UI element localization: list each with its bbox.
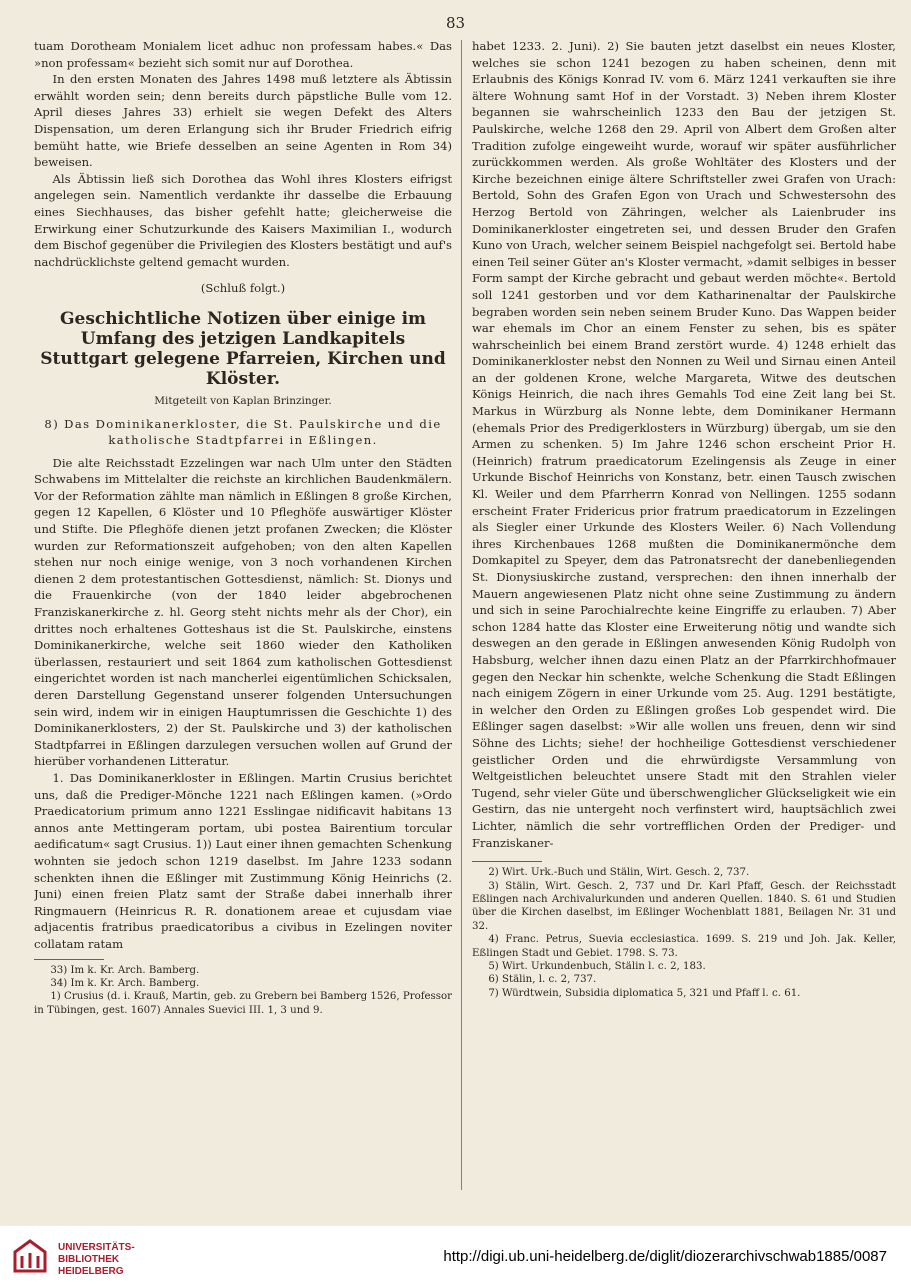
page-number: 83 [445,14,466,32]
footnote: 5) Wirt. Urkundenbuch, Stälin l. c. 2, 183. [488,960,706,972]
footnote-divider [34,959,104,960]
paragraph: Als Äbtissin ließ sich Dorothea das Wohl ihres Klosters eifrigst angelegen sein. Namentlich verdankte ihr dasselbe die Erbauung eines Siechhauses, das bisher gefehlt hatte; gleicherweise die Erwirkung einer Schutzurkunde des Kaisers Maximilian I., wodurch dem Bischof gegenüber die Privilegien des Klosters bestätigt und auf's nachdrücklichste geltend gemacht wurden. [34,171,452,269]
section-title: 8) Das Dominikanerkloster, die St. Paulskirche und die katholische Stadtpfarrei in Eßlingen. [44,416,442,448]
footnotes [34,964,452,1018]
footer-bar [0,1226,911,1286]
footnote: 3) Stälin, Wirt. Gesch. 2, 737 und Dr. Karl Pfaff, Gesch. der Reichsstadt Eßlingen nach Archivalurkunden und anderen Quellen. 1840. S. 61 und Studien über die Kirchen daselbst, im Eßlinger Wochenblatt 1881, Beilagen Nr. 31 und 32. [472,880,896,932]
footnote: 2) Wirt. Urk.-Buch und Stälin, Wirt. Gesch. 2, 737. [488,867,750,879]
author-credit: Mitgeteilt von Kaplan Brinzinger. [154,394,332,407]
footnote: 6) Stälin, l. c. 2, 737. [488,974,597,986]
right-column [472,38,896,1198]
to-be-continued: (Schluß folgt.) [200,281,286,296]
footnote: 4) Franc. Petrus, Suevia ecclesiastica. 1699. S. 219 und Joh. Jak. Keller, Eßlingen Stadt und Gebiet. 1798. S. 73. [472,934,896,959]
footnote-divider [472,861,542,862]
footnote: 7) Würdtwein, Subsidia diplomatica 5, 321 und Pfaff l. c. 61. [488,987,801,999]
footnotes [472,866,896,1000]
library-name-line: BIBLIOTHEK [58,1254,120,1265]
library-name-line: HEIDELBERG [58,1266,124,1277]
left-column [34,38,452,1198]
library-name [58,1242,178,1278]
library-logo-icon [12,1238,48,1274]
library-name-line: UNIVERSITÄTS- [58,1242,135,1253]
paragraph: Die alte Reichsstadt Ezzelingen war nach Ulm unter den Städten Schwabens im Mittelalter die reichste an kirchlichen Baudenkmälern. Vor der Reformation zählte man nämlich in Eßlingen 8 große Kirchen, gegen 12 Kapellen, 6 Klöster und 10 Pfleghöfe auswärtiger Klöster und Stifte. Die Pfleghöfe dienen jetzt profanen Zwecken; die Klöster wurden zur Reformationszeit aufgehoben; von den alten Kapellen stehen nur noch einige wenige, von 3 noch vorhandenen Kirchen dienen 2 dem protestantischen Gottesdienst, nämlich: St. Dionys und die Frauenkirche (von der 1840 leider abgebrochenen Franziskanerkirche z. hl. Georg steht nichts mehr als der Chor), ein drittes noch erhaltenes Gotteshaus ist die St. Paulskirche, einstens Dominikanerkirche, welche seit 1860 wieder den Katholiken überlassen, restauriert und seit 1864 zum katholischen Gottesdienst eingerichtet worden ist nach mancherlei eigentümlichen Schicksalen, deren Darstellung Gegenstand unserer folgenden Untersuchungen sein wird, indem wir in einigen Hauptumrissen die Geschichte 1) des Dominikanerklosters, 2) der St. Paulskirche und 3) der katholischen Stadtpfarrei in Eßlingen darzulegen versuchen wollen auf Grund der hierüber vorhandenen Litteratur. [34,455,452,769]
footnote: 1) Crusius (d. i. Krauß, Martin, geb. zu Grebern bei Bamberg 1526, Professor in Tübingen, gest. 1607) Annales Suevici III. 1, 3 und 9. [34,991,452,1016]
paragraph: In den ersten Monaten des Jahres 1498 muß letztere als Äbtissin erwählt worden sein; denn bereits durch päpstliche Bulle vom 12. April dieses Jahres 33) erhielt sie wegen Defekt des Alters Dispensation, um deren Erlangung sich ihr Bruder Friedrich eifrig bemüht hatte, wie Briefe desselben an seine Agenten in Rom 34) beweisen. [34,72,452,170]
paragraph: tuam Dorotheam Monialem licet adhuc non professam habes.« Das »non professam« bezieht sich somit nur auf Dorothea. [34,39,452,70]
footnote: 34) Im k. Kr. Arch. Bamberg. [50,977,200,989]
paragraph: 1. Das Dominikanerkloster in Eßlingen. Martin Crusius berichtet uns, daß die Prediger-Mönche 1221 nach Eßlingen kamen. (»Ordo Praedicatorium primum anno 1221 Esslingae nidificavit habitans 13 annos ante Mettingeram portam, ubi postea Bairentium torcular aedificatum« sagt Crusius. 1)) Laut einer ihnen gemachten Schenkung wohnten sie jedoch schon 1219 daselbst. Im Jahre 1233 sodann schenkten ihnen die Eßlinger mit Zustimmung König Heinrichs (2. Juni) einen freien Platz samt der Straße dabei innerhalb ihrer Ringmauern (Heinricus R. R. donationem areae et cujusdam viae adjacentis fratribus praedicatoribus a civibus in Ezelingen noviter collatam ratam [34,770,452,951]
column-divider [461,40,462,1190]
article-heading: Geschichtliche Notizen über einige im Umfang des jetzigen Landkapitels Stuttgart gelegene Pfarreien, Kirchen und Klöster. [40,308,446,389]
paragraph: habet 1233. 2. Juni). 2) Sie bauten jetzt daselbst ein neues Kloster, welches sie schon 1241 bezogen zu haben scheinen, denn mit Erlaubnis des Königs Konrad IV. vom 6. März 1241 verkauften sie ihre ältere Wohnung samt Hof in der Vorstadt. 3) Neben ihrem Kloster begannen sie wahrscheinlich 1233 den Bau der jetzigen St. Paulskirche, welche 1268 den 29. April von Albert dem Großen alter Tradition zufolge eingeweiht wurde, worauf wir später ausführlicher zurückkommen werden. Als große Wohltäter des Klosters und der Kirche bezeichnen einige ältere Schriftsteller zwei Grafen von Urach: Bertold, Sohn des Grafen Egon von Urach und Schwestersohn des Herzog Bertold von Zähringen, welcher als Laienbruder ins Dominikanerkloster eingetreten sei, und dessen Bruder den Grafen Kuno von Urach, welcher seinem Beispiel nachgefolgt sei. Bertold habe einen Teil seiner Güter an's Kloster vermacht, »damit selbiges in besser Form sampt der Kirche gebracht und gebaut werden möchte«. Bertold soll 1241 gestorben und vor dem Katharinenaltar der Paulskirche begraben worden sein neben seinem Bruder Kuno. Das Wappen beider war ehemals im Chor an einem Fenster zu sehen, bis es später wahrscheinlich bei einem Brand zerstört wurde. 4) 1248 erhielt das Dominikanerkloster nebst den Nonnen zu Weil und Sirnau einen Anteil an der goldenen Krone, welche Margareta, Witwe des deutschen Königs Heinrich, die nach ihres Gemahls Tod eine Zeit lang bei St. Markus in Würzburg als Nonne lebte, dem Dominikaner Hermann (ehemals Prior des Predigerklosters in Würzburg) übergab, um sie den Armen zu schenken. 5) Im Jahre 1246 schon erscheint Prior H. (Heinrich) fratrum praedicatorum Ezelingensis als Zeuge in einer Urkunde Bischof Heinrichs von Konstanz, betr. einen Tausch zwischen Kl. Weiler und dem Pfarrherrn Konrad von Nellingen. 1255 sodann erscheint Frater Fridericus prior fratrum praedicatorum in Ezzelingen als Siegler einer Urkunde des Klosters Weiler. 6) Nach Vollendung ihres Kirchenbaues 1268 mußten die Dominikanermönche dem Domkapitel zu Speyer, dem das Patronatsrecht der danebenliegenden St. Dionysiuskirche zustand, versprechen: den ihnen innerhalb der Mauern angewiesenen Platz nicht ohne seine Zustimmung zu ändern und sich in seine Parochialrechte keine Eingriffe zu erlauben. 7) Aber schon 1284 hatte das Kloster eine Erweiterung nötig und wandte sich deswegen an den gerade in Eßlingen anwesenden König Rudolph von Habsburg, welcher ihnen dazu einen Platz an der Pfarrkirchhofmauer gegen den Neckar hin schenkte, welche Schenkung die Stadt Eßlingen nach einigem Zögern in einer Urkunde vom 25. Aug. 1291 bestätigte, in welcher den Orden zu Eßlingen großes Lob gespendet wird. Die Eßlinger sagen daselbst: »Wir alle wollen uns freuen, denn wir sind Söhne des Lichts; siehe! der hochheilige Gottesdienst verschiedener geistlicher Orden und die ehrwürdigste Versammlung von Weltgeistlichen beleuchtet unsere Stadt mit den Strahlen vieler Tugend, sehr vieler Güte und überschwenglicher Glückseligkeit wie ein Gestirn, das nie untergeht noch verfinstert wird, hauptsächlich zwei Lichter, nämlich die sehr vortrefflichen Orden der Prediger- und Franziskaner- [472,39,896,850]
footnote: 33) Im k. Kr. Arch. Bamberg. [50,964,200,976]
source-url-link[interactable]: http://digi.ub.uni-heidelberg.de/diglit/diozerarchivschwab1885/0087 [443,1248,887,1265]
